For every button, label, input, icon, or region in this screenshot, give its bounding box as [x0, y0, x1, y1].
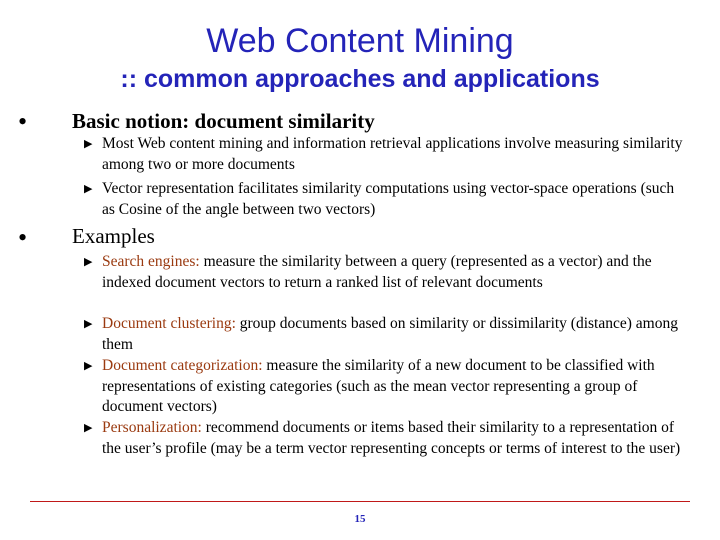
arrow-bullet-icon: ▶ — [84, 422, 93, 434]
slide-subtitle: :: common approaches and applications — [120, 65, 600, 93]
list-item — [84, 252, 684, 293]
list-item — [84, 356, 684, 418]
term-search-engines: Search engines: — [102, 253, 200, 270]
list-item — [84, 418, 684, 459]
list-item-text: Vector representation facilitates similarity computations using vector-space operations (such as Cosine of the angle between two vectors) — [102, 180, 675, 218]
section-heading-basic-notion: Basic notion: document similarity — [72, 109, 375, 133]
section-bullet-icon: • — [18, 223, 28, 252]
term-document-clustering: Document clustering: — [102, 315, 236, 332]
list-item-text: group documents based on similarity or dissimilarity (distance) among them — [102, 315, 678, 353]
page-number: 15 — [354, 513, 366, 525]
footer-divider — [30, 501, 690, 502]
arrow-bullet-icon: ▶ — [84, 318, 93, 330]
arrow-bullet-icon: ▶ — [84, 256, 93, 268]
list-item-text: recommend documents or items based their similarity to a representation of the user’s profile (may be a term vector representing concepts or terms of interest to the user) — [102, 419, 681, 457]
section-bullet-icon: • — [18, 107, 28, 136]
arrow-bullet-icon: ▶ — [84, 138, 93, 150]
section-heading-examples: Examples — [72, 224, 155, 248]
list-item — [84, 134, 684, 175]
list-item-text: measure the similarity between a query (represented as a vector) and the indexed document vectors to return a ranked list of relevant documents — [102, 253, 652, 291]
list-item-text: Most Web content mining and information retrieval applications involve measuring similarity among two or more documents — [102, 135, 683, 173]
slide-title: Web Content Mining — [206, 22, 514, 60]
list-item — [84, 179, 684, 220]
arrow-bullet-icon: ▶ — [84, 183, 93, 195]
term-document-categorization: Document categorization: — [102, 357, 263, 374]
term-personalization: Personalization: — [102, 419, 202, 436]
arrow-bullet-icon: ▶ — [84, 360, 93, 372]
list-item-text: measure the similarity of a new document to be classified with representations of existing categories (such as the mean vector representing a group of document vectors) — [102, 357, 655, 415]
list-item — [84, 314, 684, 355]
